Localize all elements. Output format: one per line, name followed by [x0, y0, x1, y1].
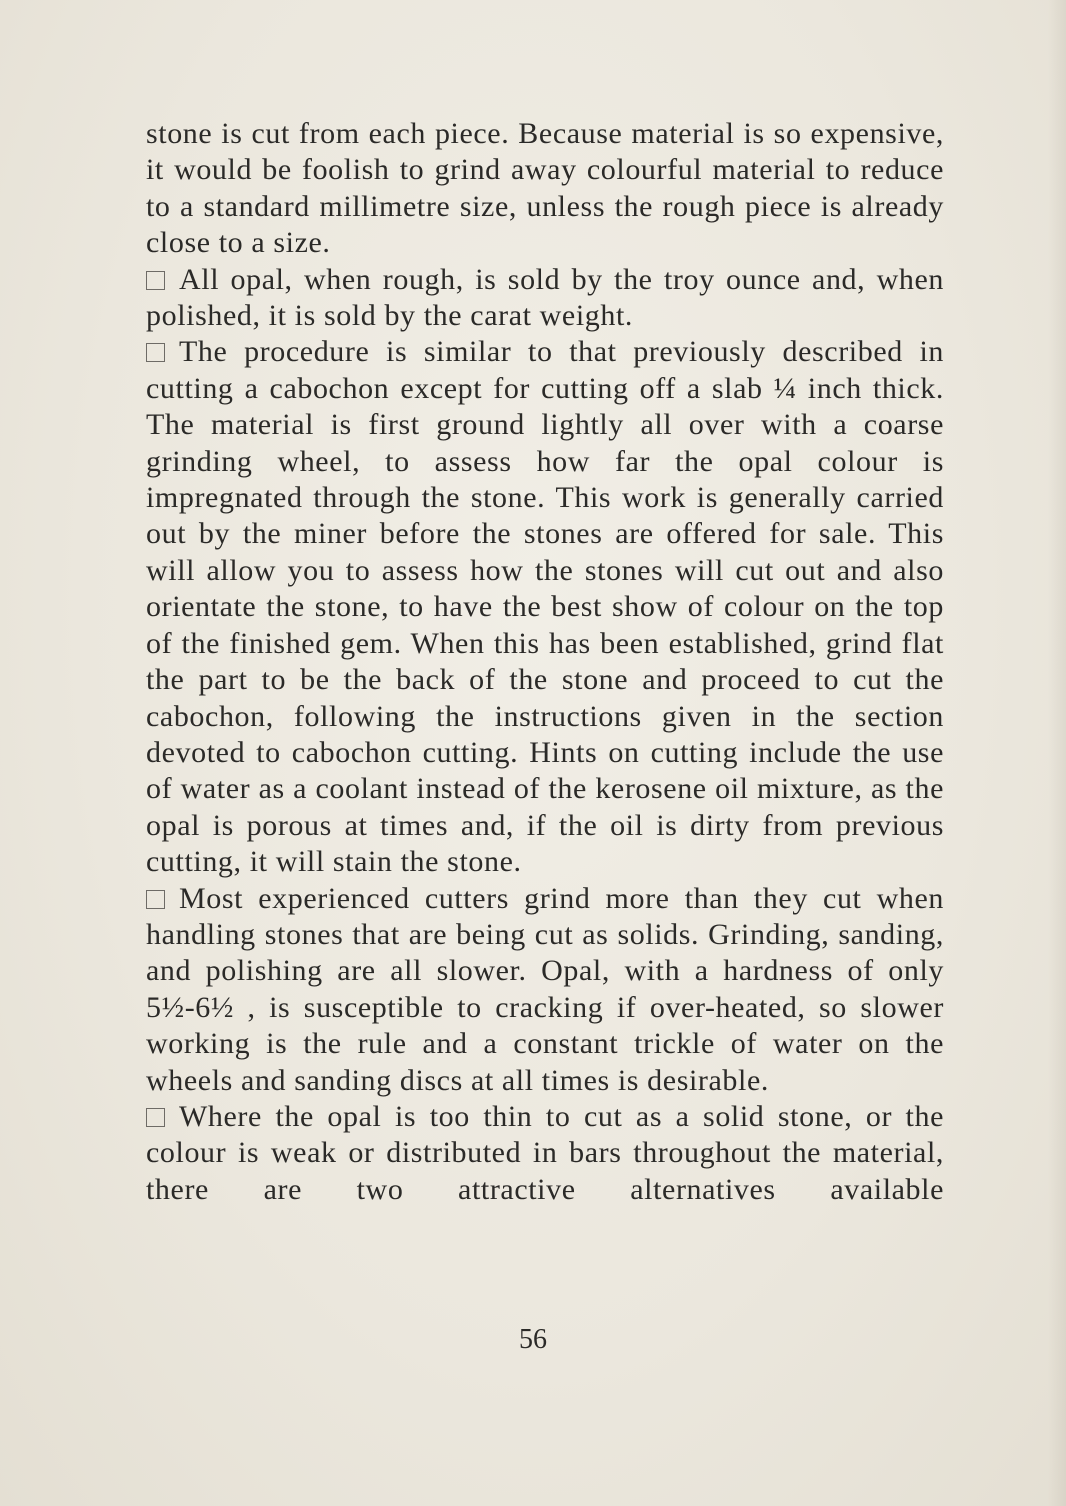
- paragraph-text: The procedure is similar to that previously described in cutting a cabochon except for cutting off a slab ¼ inch thick. The material is first ground lightly all over with a coarse grinding wheel, to assess how far the opal colour is impregnated through the stone. This work is generally carried out by the miner before the stones are offered for sale. This will allow you to assess how the stones will cut out and also orientate the stone, to have the best show of colour on the top of the finished gem. When this has been established, grind flat the part to be the back of the stone and proceed to cut the cabochon, following the instructions given in the section devoted to cabochon cutting. Hints on cutting include the use of water as a coolant instead of the kerosene oil mixture, as the opal is porous at times and, if the oil is dirty from previous cutting, it will stain the stone.: [146, 335, 944, 879]
- paragraph-1: [146, 116, 944, 262]
- paragraph-text: Where the opal is too thin to cut as a solid stone, or the colour is weak or distributed in bars throughout the material, there are two attractive alternatives available: [146, 1099, 944, 1206]
- checkbox-bullet-icon: [146, 271, 165, 290]
- paragraph-4: [146, 881, 944, 1099]
- checkbox-bullet-icon: [146, 890, 165, 909]
- page-number: 56: [519, 1324, 547, 1355]
- paragraph-5: [146, 1099, 944, 1208]
- page-edge-shadow: [1048, 0, 1066, 1506]
- paragraph-text: stone is cut from each piece. Because material is so expensive, it would be foolish to grind away colourful material to reduce to a standard millimetre size, unless the rough piece is already close to a size.: [146, 117, 944, 260]
- paragraph-2: [146, 262, 944, 335]
- paragraph-text: All opal, when rough, is sold by the troy ounce and, when polished, it is sold by the carat weight.: [146, 262, 944, 333]
- checkbox-bullet-icon: [146, 343, 165, 362]
- paragraph-text: Most experienced cutters grind more than they cut when handling stones that are being cut as solids. Grinding, sanding, and polishing are all slower. Opal, with a hardness of only 5½-6½ , is susceptible to cracking if over-heated, so slower working is the rule and a constant trickle of water on the wheels and sanding discs at all times is desirable.: [146, 881, 944, 1097]
- paragraph-3: [146, 334, 944, 880]
- checkbox-bullet-icon: [146, 1108, 165, 1127]
- body-text: [146, 116, 944, 1208]
